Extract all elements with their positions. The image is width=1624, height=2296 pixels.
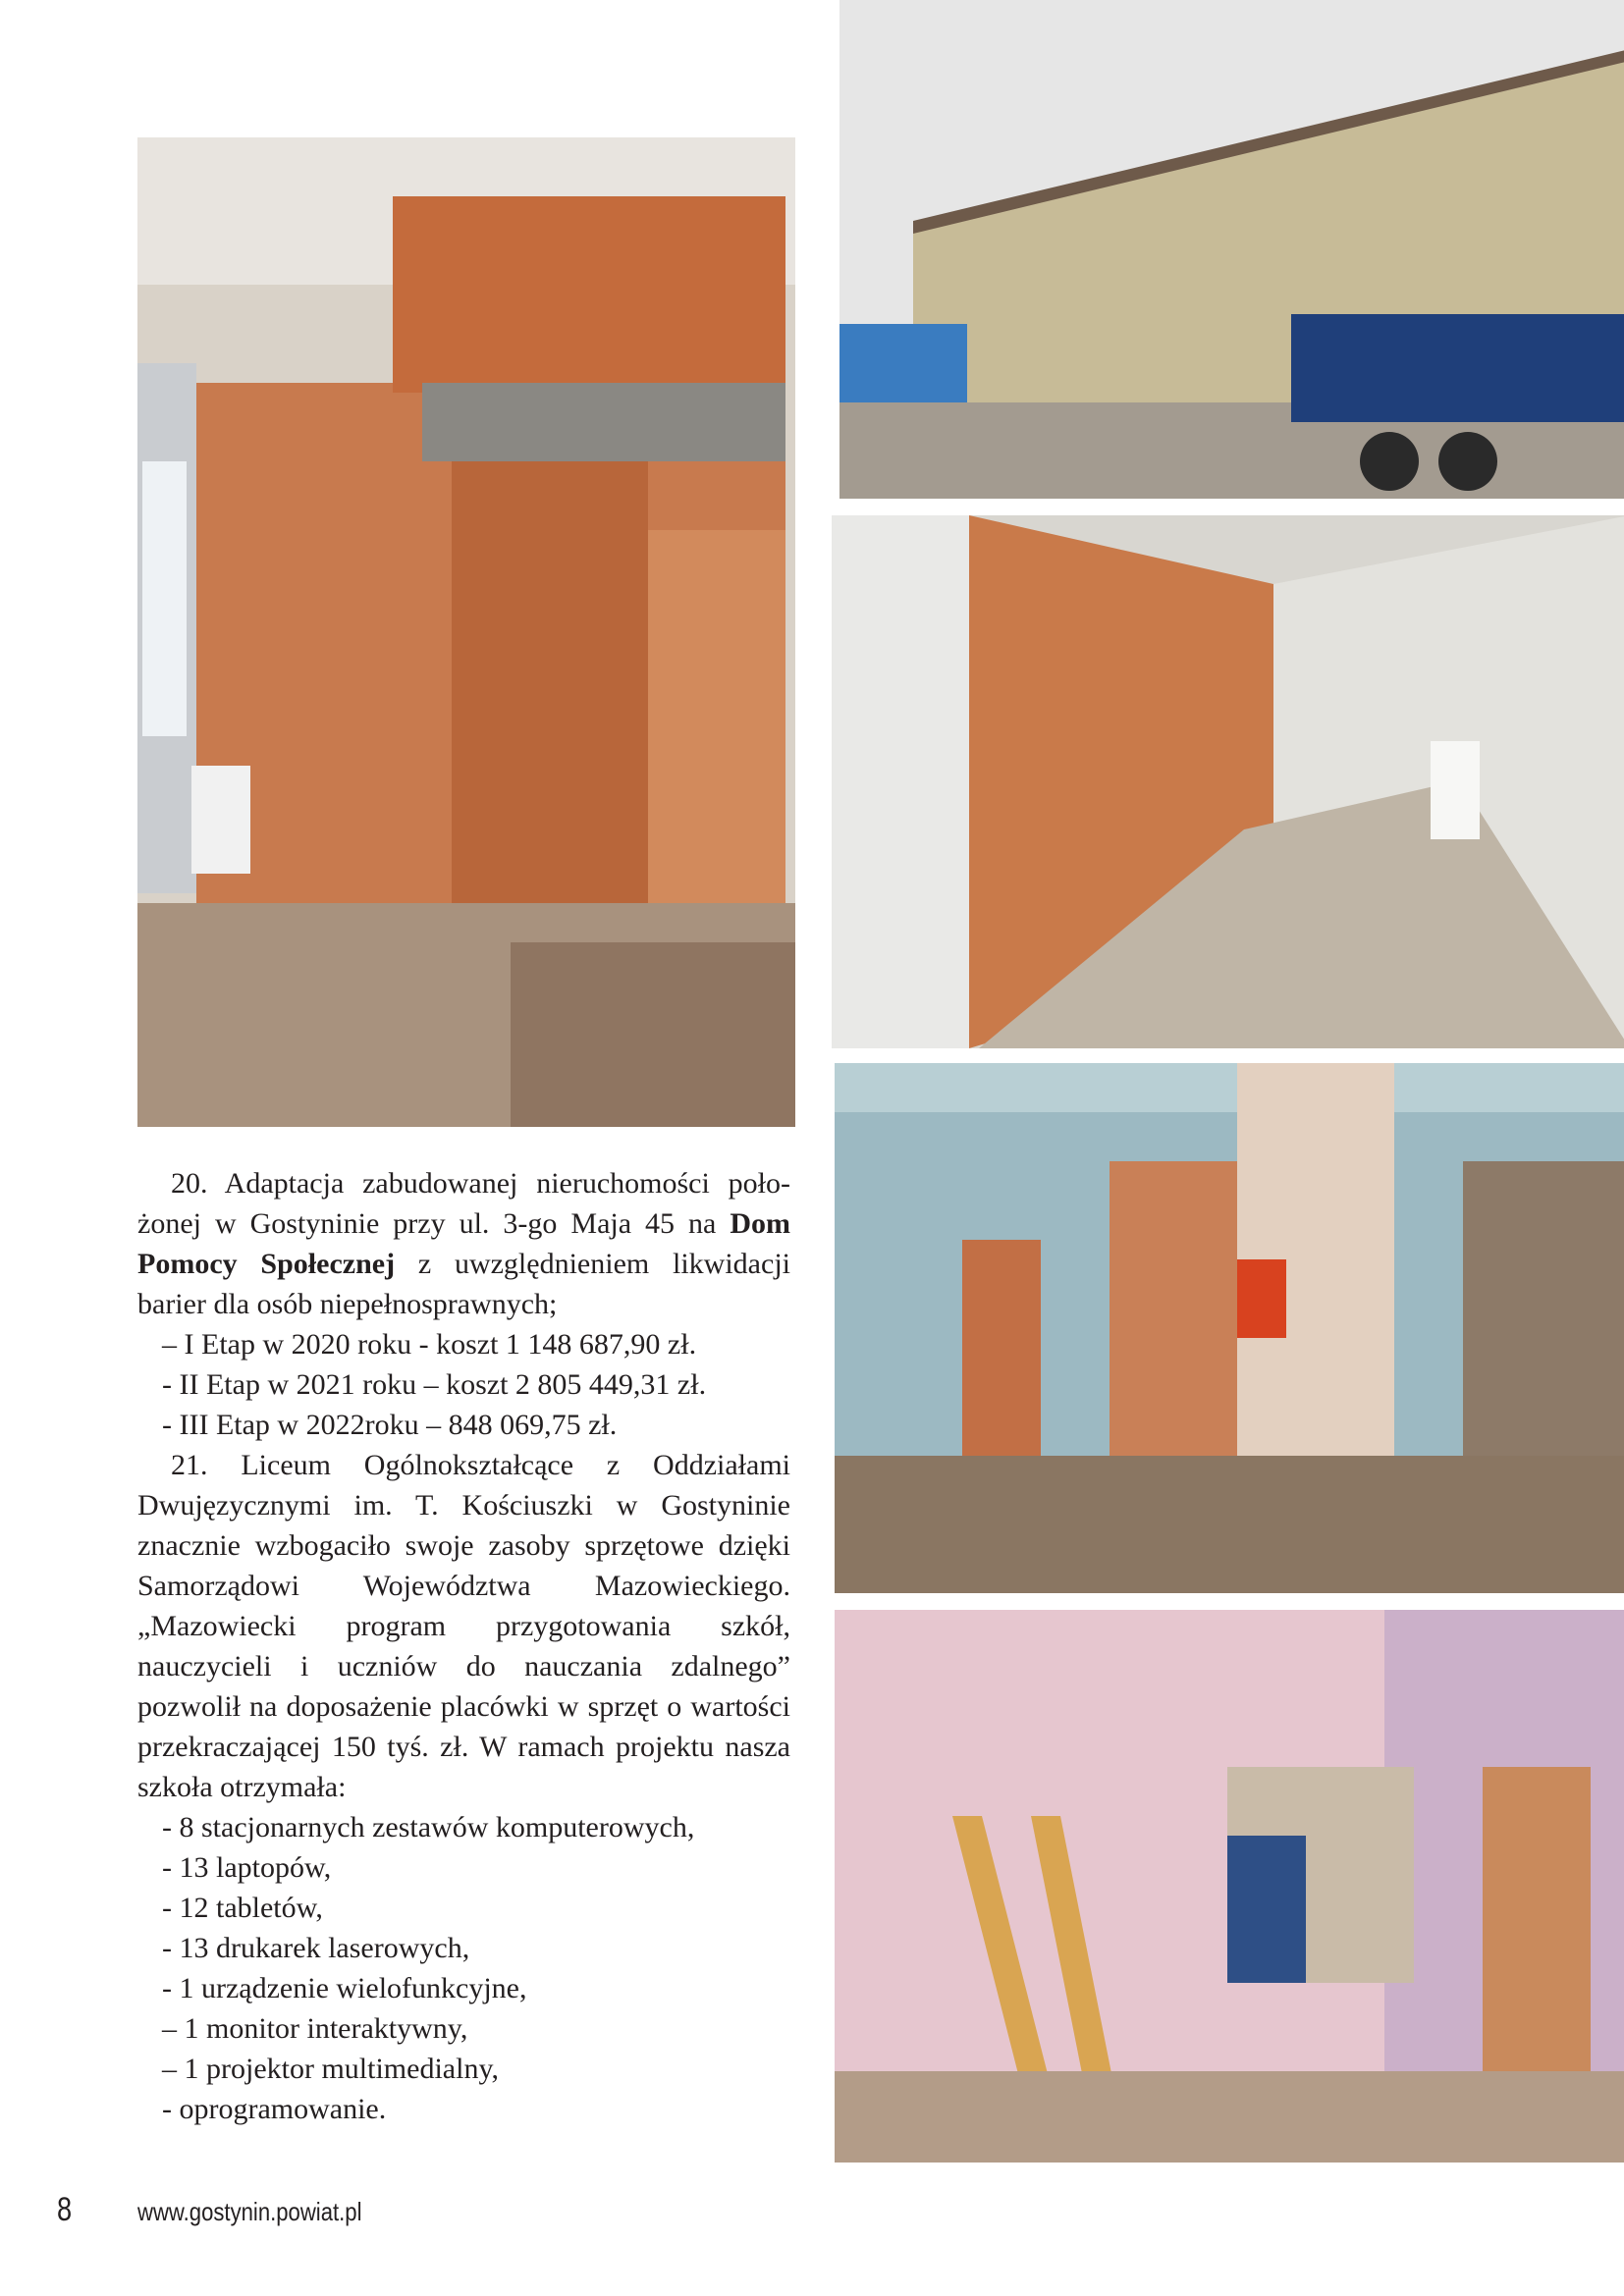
photo-corridor bbox=[832, 515, 1624, 1048]
equipment-list-item: - oprogramowanie. bbox=[162, 2093, 387, 2125]
paragraph-item-20: 20. Adaptacja zabudowanej nieruchomości poło-żonej w Gostyninie przy ul. 3-go Maja 45 na Dom Pomocy Społecznej z uwzględnieniem likwidacji barier dla osób niepełnosprawnych; bbox=[137, 1167, 790, 1320]
photo-building-exterior bbox=[839, 0, 1624, 499]
equipment-list-item: – 1 monitor interaktywny, bbox=[162, 2012, 468, 2045]
stage-line: - II Etap w 2021 roku – koszt 2 805 449,31 zł. bbox=[162, 1368, 707, 1401]
equipment-list-item: – 1 projektor multimedialny, bbox=[162, 2053, 499, 2085]
photo-worker-pink-wall bbox=[835, 1610, 1624, 2163]
footer-url: www.gostynin.powiat.pl bbox=[137, 2197, 362, 2226]
stage-line: – I Etap w 2020 roku - koszt 1 148 687,90 zł. bbox=[162, 1328, 697, 1361]
equipment-list-item: - 13 drukarek laserowych, bbox=[162, 1932, 470, 1964]
article-text bbox=[137, 1163, 790, 2129]
photo-interior-brick-walls bbox=[137, 137, 795, 1127]
page-number: 8 bbox=[57, 2191, 73, 2228]
equipment-list-item: - 8 stacjonarnych zestawów komputerowych, bbox=[162, 1811, 695, 1843]
highlight-dom-pomocy: Dom Pomocy Społecznej bbox=[137, 1207, 790, 1280]
equipment-list-item: - 13 laptopów, bbox=[162, 1851, 332, 1884]
equipment-list-item: - 1 urządzenie wielofunkcyjne, bbox=[162, 1972, 527, 2004]
stage-line: - III Etap w 2022roku – 848 069,75 zł. bbox=[162, 1409, 618, 1441]
paragraph-item-21: 21. Liceum Ogólnokształcące z Oddziałami Dwujęzycznymi im. T. Kościuszki w Gostyninie znacznie wzbogaciło swoje zasoby sprzętowe dzięki Samorządowi Województwa Mazowieckiego. „Mazowiecki program przygotowania szkół, nauczycieli i uczniów do nauczania zdalnego” pozwolił na doposażenie placówki w sprzęt o wartości przekraczającej 150 tyś. zł. W ramach projektu nasza szkoła otrzymała: bbox=[137, 1449, 790, 1803]
equipment-list-item: - 12 tabletów, bbox=[162, 1892, 323, 1924]
photo-worker-doorway bbox=[835, 1063, 1624, 1593]
